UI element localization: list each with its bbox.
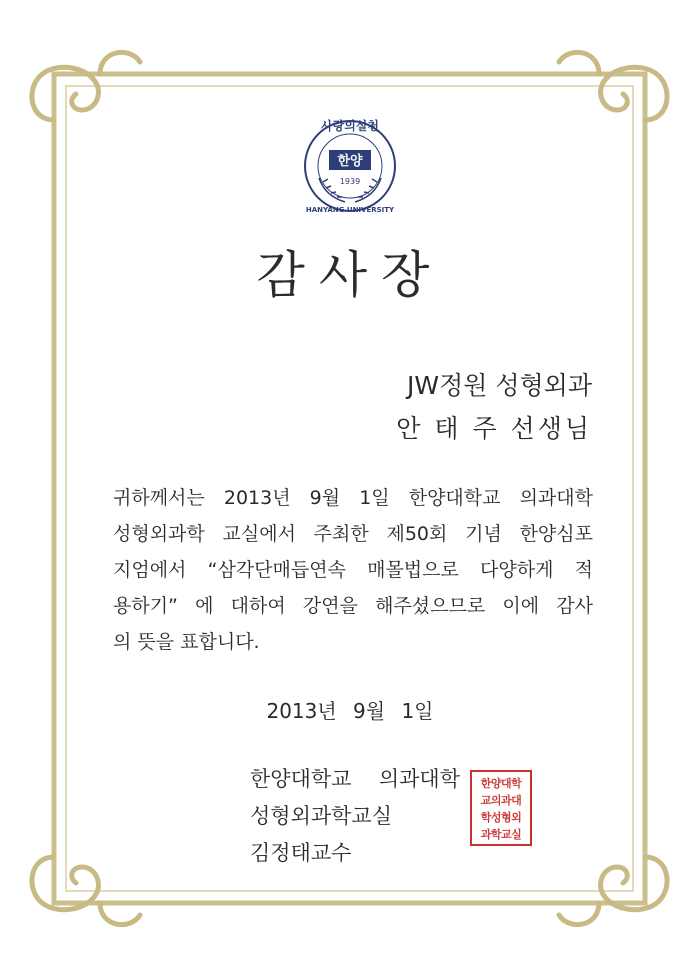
university-seal-logo bbox=[295, 108, 405, 218]
seal-name-text: 한양 bbox=[337, 154, 363, 169]
seal-motto-text: 사랑의실천 bbox=[321, 119, 379, 133]
body-line: 지엄에서 “삼각단매듭연속 매몰법으로 다양하게 적 bbox=[113, 559, 593, 581]
signature-professor: 김정태교수 bbox=[250, 841, 352, 865]
body-line: 용하기” 에 대하여 강연을 해주셨으므로 이에 감사 bbox=[113, 595, 593, 617]
certificate-title: 감사장 bbox=[256, 246, 444, 304]
certificate-body bbox=[113, 480, 593, 660]
seal-year-text: 1939 bbox=[339, 177, 361, 186]
official-red-stamp bbox=[470, 770, 532, 846]
stamp-line: 교의과대 bbox=[480, 794, 522, 807]
body-line: 의 뜻을 표합니다. bbox=[113, 631, 260, 653]
stamp-line: 한양대학 bbox=[480, 777, 522, 790]
seal-university-text: HANYANG UNIVERSITY bbox=[305, 206, 395, 214]
issue-date: 2013년 9월 1일 bbox=[266, 699, 434, 723]
body-line: 성형외과학 교실에서 주최한 제50회 기념 한양심포 bbox=[113, 523, 593, 545]
recipient-organization: JW정원 성형외과 bbox=[407, 371, 592, 400]
recipient-name: 안 태 주 선생님 bbox=[396, 414, 592, 443]
stamp-line: 과학교실 bbox=[480, 828, 522, 841]
signature-department: 성형외과학교실 bbox=[250, 804, 393, 828]
signature-institution: 한양대학교 의과대학 bbox=[250, 767, 460, 791]
body-line: 귀하께서는 2013년 9월 1일 한양대학교 의과대학 bbox=[113, 487, 593, 509]
stamp-line: 학성형외 bbox=[480, 811, 522, 824]
